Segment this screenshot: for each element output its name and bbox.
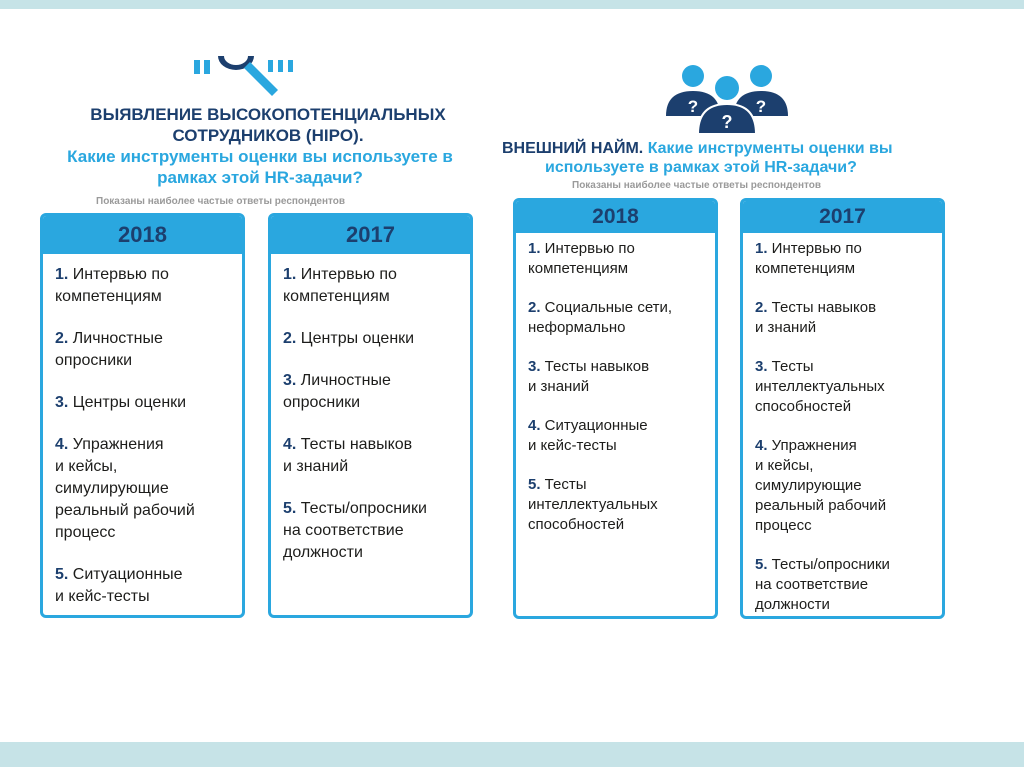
right-card-2018	[513, 198, 718, 619]
right-question-inline: Какие инструменты оценки вы	[643, 140, 893, 157]
card-year: 2018	[43, 216, 242, 254]
list-item: 3. Центры оценки	[55, 394, 187, 411]
right-card-2017	[740, 198, 945, 619]
list-item: 3. Личностные опросники	[283, 372, 391, 411]
list-item: 3. Тесты интеллектуальных способностей	[755, 358, 885, 415]
list-item: 4. Тесты навыков и знаний	[283, 436, 413, 475]
list-item: 1. Интервью по компетенциям	[755, 240, 862, 277]
left-card-2017	[268, 213, 473, 618]
left-note: Показаны наиболее частые ответы респондентов	[96, 196, 346, 207]
list-item: 2. Центры оценки	[283, 330, 415, 347]
list-item: 4. Ситуационные и кейс-тесты	[528, 417, 648, 454]
card-year: 2018	[516, 201, 715, 233]
bottom-band	[0, 742, 1024, 767]
left-title: ВЫЯВЛЕНИЕ ВЫСОКОПОТЕНЦИАЛЬНЫХ СОТРУДНИКОВ (HIPO).	[90, 105, 446, 145]
top-band	[0, 0, 1024, 9]
svg-text:?: ?	[721, 112, 733, 132]
right-title-dark: ВНЕШНИЙ НАЙМ.	[502, 140, 644, 157]
list-item: 5. Ситуационные и кейс-тесты	[55, 566, 183, 605]
list-item: 2. Социальные сети, неформально	[528, 299, 673, 336]
list-item: 2. Тесты навыков и знаний	[755, 299, 877, 336]
list-item: 1. Интервью по компетенциям	[528, 240, 635, 277]
right-title	[502, 139, 972, 159]
list-item: 5. Тесты/опросники на соответствие должности	[755, 556, 890, 613]
magnifier-icon	[192, 56, 302, 96]
svg-text:?: ?	[755, 97, 767, 116]
left-question: Какие инструменты оценки вы используете в рамках этой HR-задачи?	[67, 147, 453, 187]
list-item: 3. Тесты навыков и знаний	[528, 358, 650, 395]
svg-text:?: ?	[687, 97, 699, 116]
list-item: 1. Интервью по компетенциям	[283, 266, 397, 305]
right-note: Показаны наиболее частые ответы респондентов	[572, 180, 822, 191]
left-card-2018	[40, 213, 245, 618]
list-item: 5. Тесты интеллектуальных способностей	[528, 476, 658, 533]
list-item: 4. Упражнения и кейсы, симулирующие реальный рабочий процесс	[55, 436, 195, 541]
people-question-icon	[662, 64, 792, 134]
list-item: 1. Интервью по компетенциям	[55, 266, 169, 305]
list-item: 4. Упражнения и кейсы, симулирующие реальный рабочий процесс	[755, 437, 887, 534]
card-year: 2017	[743, 201, 942, 233]
right-question-line2: используете в рамках этой HR-задачи?	[545, 159, 857, 176]
card-year: 2017	[271, 216, 470, 254]
list-item: 2. Личностные опросники	[55, 330, 163, 369]
list-item: 5. Тесты/опросники на соответствие должности	[283, 500, 427, 561]
